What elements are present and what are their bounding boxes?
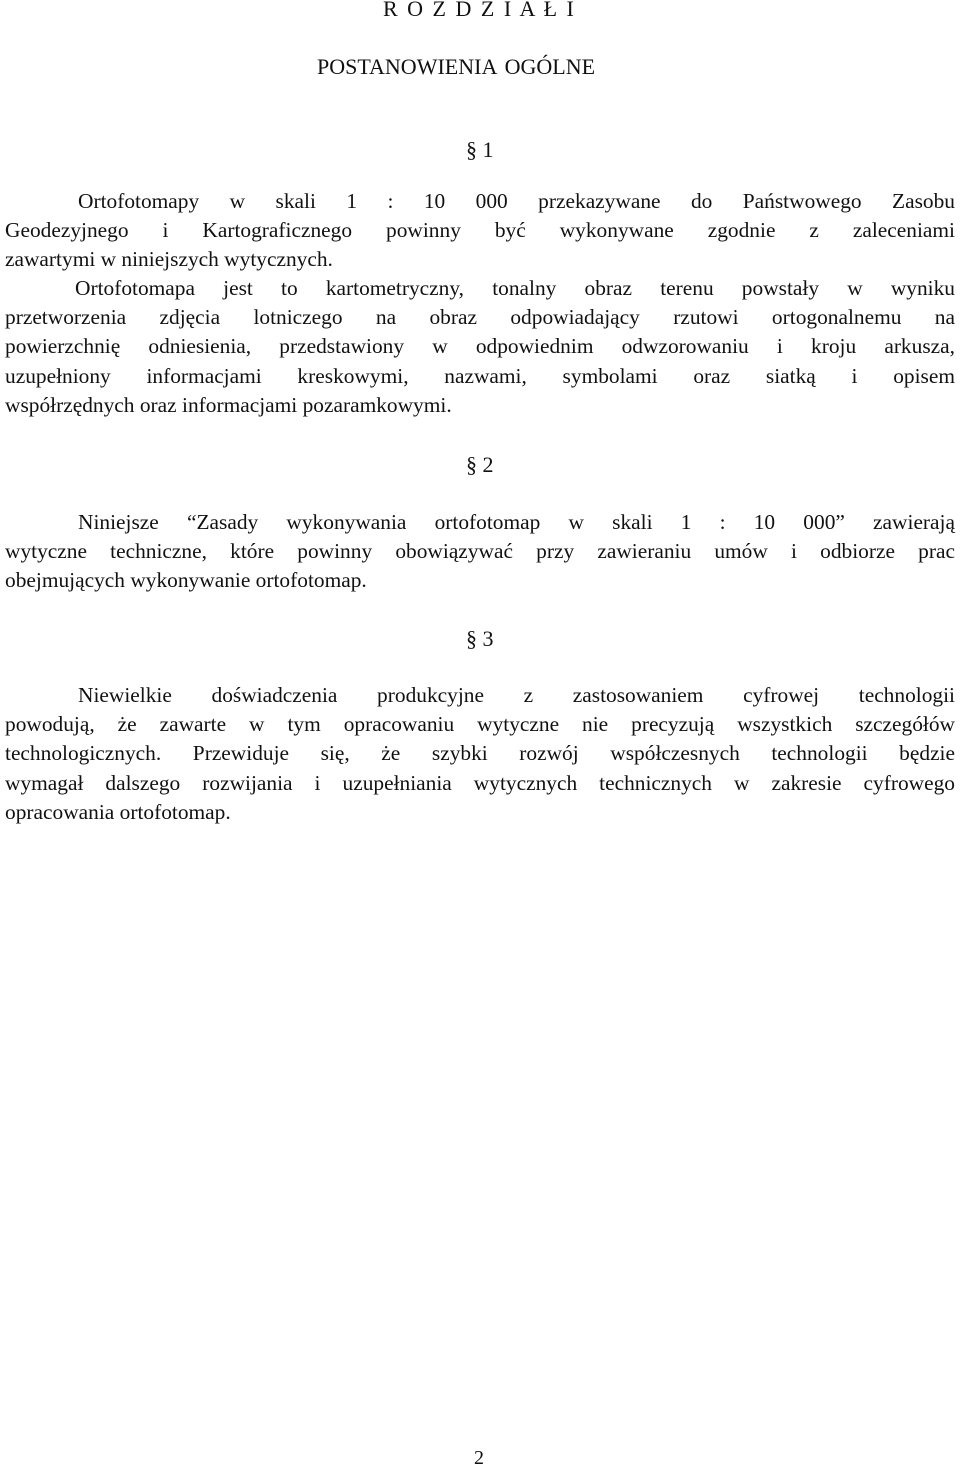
- text-line: wytyczne techniczne, które powinny obowiązywać przy zawieraniu umów i odbiorze prac: [5, 539, 955, 564]
- section-1-paragraph-2: [5, 274, 955, 420]
- section-3-paragraph-1: [5, 681, 955, 827]
- text-line: Niniejsze “Zasady wykonywania ortofotomap w skali 1 : 10 000” zawierają: [78, 510, 955, 534]
- text-line: technologicznych. Przewiduje się, że szybki rozwój współczesnych technologii będzie: [5, 741, 955, 766]
- page-number: 2: [474, 1447, 484, 1469]
- chapter-heading: POSTANOWIENIA OGÓLNE: [317, 54, 596, 79]
- chapter-title: R O Z D Z I A Ł I: [383, 0, 576, 21]
- section-mark-3: § 3: [466, 626, 494, 651]
- text-line: współrzędnych oraz informacjami pozaramkowymi.: [5, 392, 452, 417]
- section-mark-2: § 2: [466, 452, 494, 477]
- section-1-paragraph-1: [5, 187, 955, 275]
- text-line: obejmujących wykonywanie ortofotomap.: [5, 568, 367, 593]
- text-line: uzupełniony informacjami kreskowymi, nazwami, symbolami oraz siatką i opisem: [5, 363, 955, 388]
- text-line: powierzchnię odniesienia, przedstawiony w odpowiednim odwzorowaniu i kroju arkusza,: [5, 334, 955, 359]
- text-line: wymagał dalszego rozwijania i uzupełniania wytycznych technicznych w zakresie cyfrowego: [5, 770, 955, 795]
- text-line: opracowania ortofotomap.: [5, 799, 231, 824]
- text-line: Ortofotomapa jest to kartometryczny, tonalny obraz terenu powstały w wyniku: [75, 276, 955, 300]
- text-line: Ortofotomapy w skali 1 : 10 000 przekazywane do Państwowego Zasobu: [78, 189, 955, 213]
- text-line: Niewielkie doświadczenia produkcyjne z zastosowaniem cyfrowej technologii: [78, 683, 955, 707]
- text-line: przetworzenia zdjęcia lotniczego na obraz odpowiadający rzutowi ortogonalnemu na: [5, 305, 955, 330]
- text-line: zawartymi w niniejszych wytycznych.: [5, 247, 333, 272]
- text-line: powodują, że zawarte w tym opracowaniu wytyczne nie precyzują wszystkich szczegółów: [5, 712, 955, 737]
- section-mark-1: § 1: [466, 137, 494, 162]
- text-line: Geodezyjnego i Kartograficznego powinny być wykonywane zgodnie z zaleceniami: [5, 218, 955, 243]
- section-2-paragraph-1: [5, 508, 955, 596]
